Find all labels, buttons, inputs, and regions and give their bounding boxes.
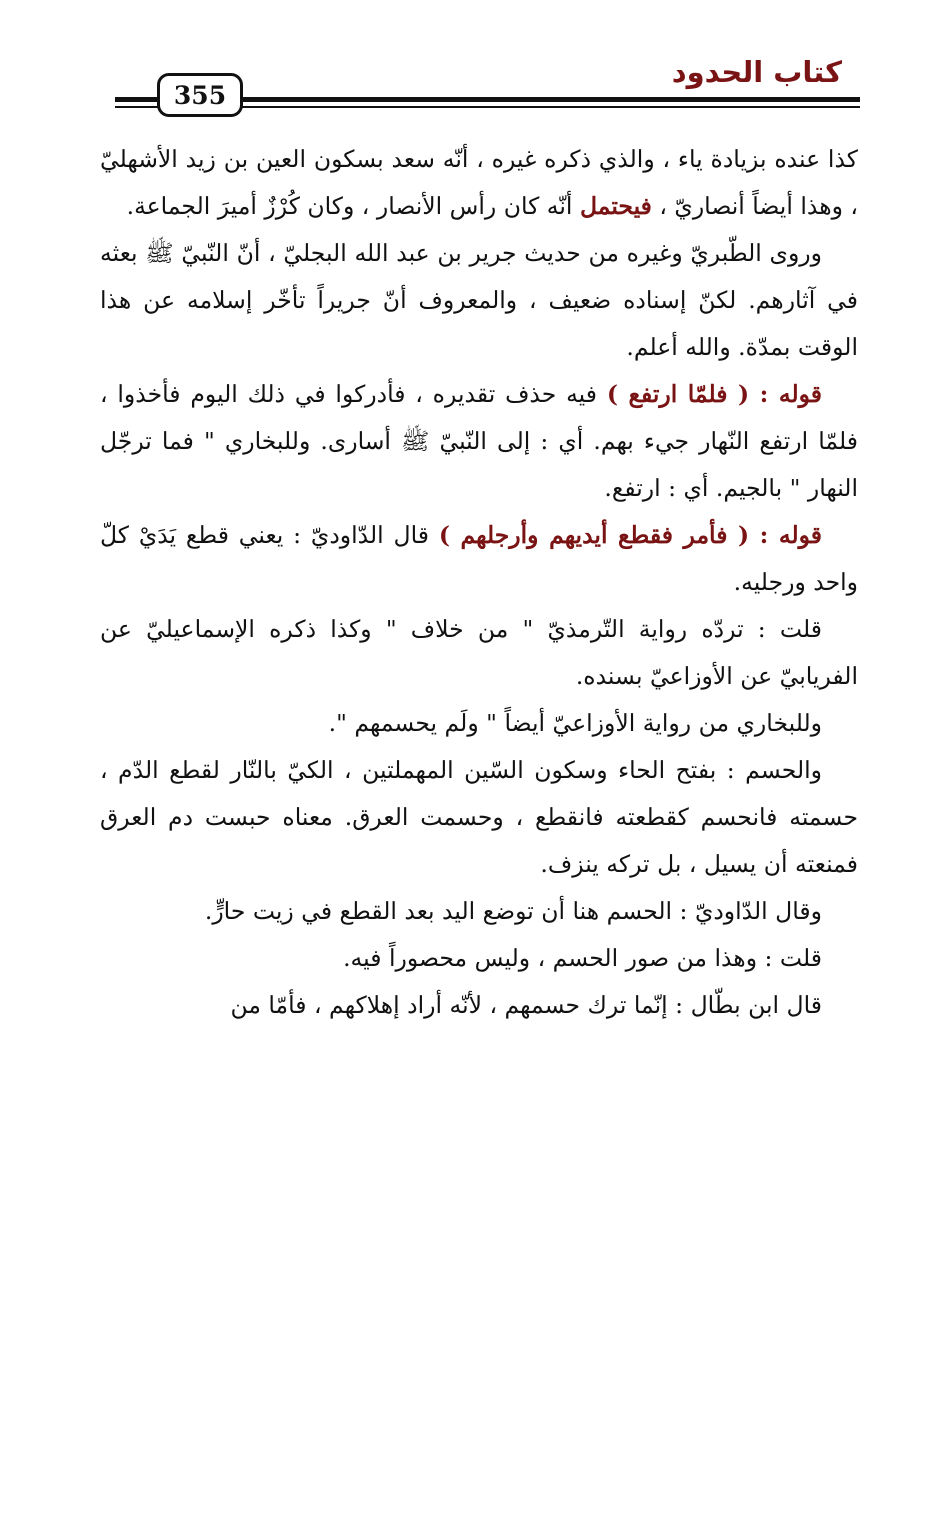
page-number: 355	[157, 73, 243, 117]
paragraph	[100, 606, 858, 700]
text-segment: وللبخاري من رواية الأوزاعيّ أيضاً " ولَم يحسمهم ".	[328, 709, 822, 737]
highlighted-phrase: قوله : ( فأمر فقطع أيديهم وأرجلهم )	[438, 521, 823, 549]
paragraph	[100, 982, 858, 1029]
paragraph	[100, 888, 858, 935]
text-segment: قلت : تردّه رواية التّرمذيّ " من خلاف " وكذا ذكره الإسماعيليّ عن الفريابيّ عن الأوزاعيّ بسنده.	[100, 615, 858, 690]
text-segment: قال الدّاوديّ : يعني قطع يَدَيْ كلّ واحد ورجليه.	[100, 521, 858, 596]
text-segment: والحسم : بفتح الحاء وسكون السّين المهملتين ، الكيّ بالنّار لقطع الدّم ، حسمته فانحسم كقطعته فانقطع ، وحسمت العرق. معناه حبست دم العرق فمنعته أن يسيل ، بل تركه ينزف.	[100, 756, 858, 878]
text-segment: قلت : وهذا من صور الحسم ، وليس محصوراً فيه.	[343, 944, 822, 972]
paragraph	[100, 512, 858, 606]
highlighted-phrase: فيحتمل	[579, 192, 652, 220]
paragraph	[100, 230, 858, 371]
paragraph	[100, 371, 858, 512]
paragraph	[100, 700, 858, 747]
paragraph	[100, 935, 858, 982]
text-segment: أنّه كان رأس الأنصار ، وكان كُرْزٌ أميرَ الجماعة.	[126, 192, 580, 220]
text-segment: فيه حذف تقديره ، فأدركوا في ذلك اليوم فأخذوا ، فلمّا ارتفع النّهار جيء بهم. أي : إلى النّبيّ ﷺ أسارى. وللبخاري " فما ترجّل النهار " بالجيم. أي : ارتفع.	[100, 380, 858, 502]
text-segment: قال ابن بطّال : إنّما ترك حسمهم ، لأنّه أراد إهلاكهم ، فأمّا من	[230, 991, 822, 1019]
paragraph	[100, 136, 858, 230]
text-segment: وقال الدّاوديّ : الحسم هنا أن توضع اليد بعد القطع في زيت حارٍّ.	[204, 897, 822, 925]
text-segment: وروى الطّبريّ وغيره من حديث جرير بن عبد الله البجليّ ، أنّ النّبيّ ﷺ بعثه في آثارهم. لكنّ إسناده ضعيف ، والمعروف أنّ جريراً تأخّر إسلامه عن هذا الوقت بمدّة. والله أعلم.	[100, 239, 858, 361]
page-body-text	[100, 136, 858, 1029]
paragraph	[100, 747, 858, 888]
highlighted-phrase: قوله : ( فلمّا ارتفع )	[606, 380, 822, 408]
text-segment: كذا عنده بزيادة ياء ، والذي ذكره غيره ، أنّه سعد بسكون العين بن زيد الأشهليّ ، وهذا أيضاً أنصاريّ ،	[100, 145, 858, 220]
book-title: كتاب الحدود	[671, 55, 842, 89]
